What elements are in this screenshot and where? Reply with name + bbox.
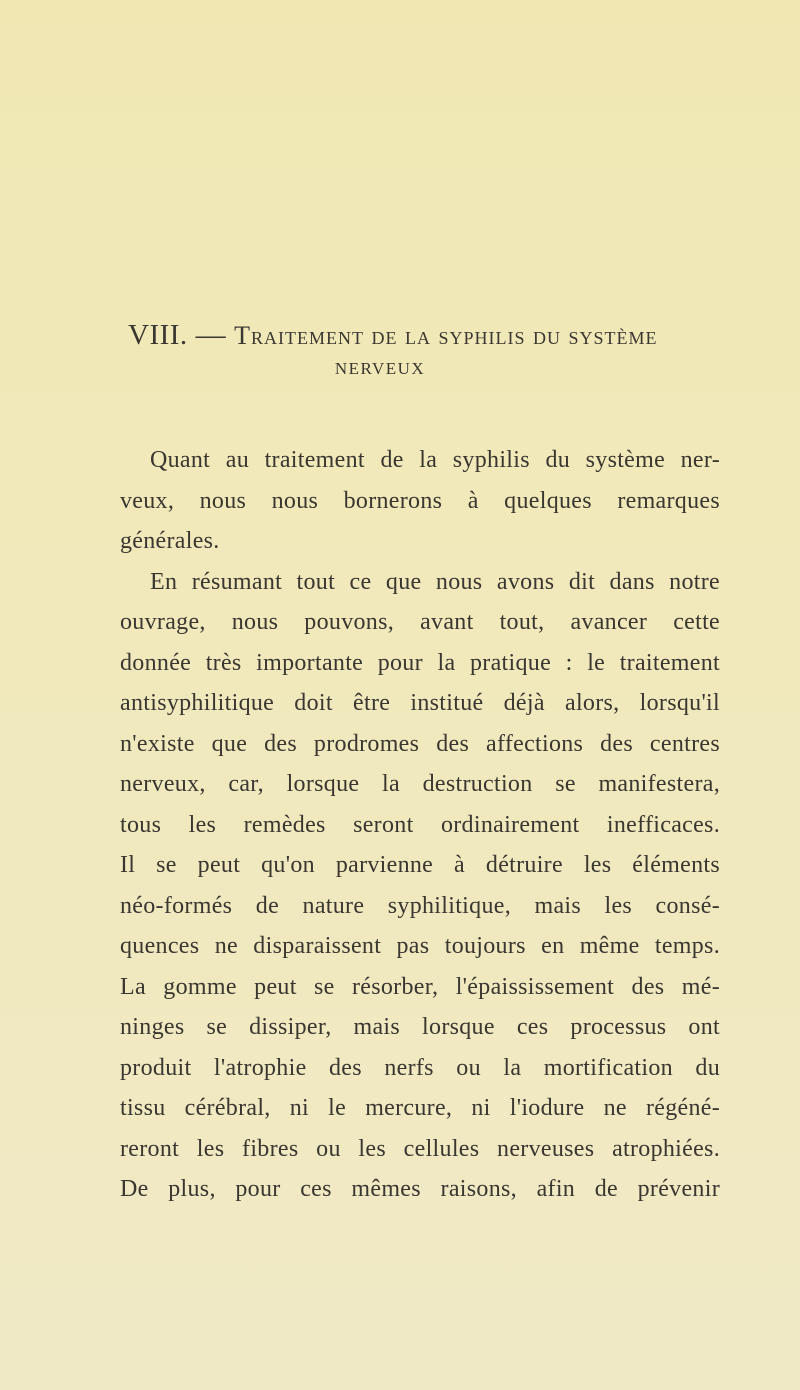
chapter-heading-line	[128, 318, 680, 353]
chapter-number: VIII.	[128, 319, 188, 351]
text-line: n'existe que des prodromes des affections des centres	[120, 730, 720, 757]
text-line: La gomme peut se résorber, l'épaississement des mé-	[120, 973, 720, 1000]
text-line: Il se peut qu'on parvienne à détruire les éléments	[120, 852, 720, 878]
text-line: Quant au traitement de la syphilis du système ner-	[150, 447, 720, 473]
text-line: produit l'atrophie des nerfs ou la mortification du	[120, 1054, 720, 1081]
body-text	[120, 440, 720, 1210]
text-line: ninges se dissiper, mais lorsque ces processus ont	[120, 1014, 720, 1040]
text-line: tissu cérébral, ni le mercure, ni l'iodure ne régéné-	[120, 1095, 720, 1121]
chapter-heading	[120, 318, 680, 383]
text-line: néo-formés de nature syphilitique, mais les consé-	[120, 892, 720, 919]
heading-dash: —	[195, 318, 227, 351]
text-line: nerveux, car, lorsque la destruction se manifestera,	[120, 771, 720, 797]
text-line: De plus, pour ces mêmes raisons, afin de prévenir	[120, 1176, 720, 1202]
text-line: quences ne disparaissent pas toujours en même temps.	[120, 933, 720, 959]
text-line: ouvrage, nous pouvons, avant tout, avancer cette	[120, 609, 720, 635]
text-line: En résumant tout ce que nous avons dit dans notre	[150, 568, 720, 595]
text-line: reront les fibres ou les cellules nerveuses atrophiées.	[120, 1135, 720, 1162]
text-line: générales.	[120, 528, 220, 554]
text-line: tous les remèdes seront ordinairement inefficaces.	[120, 811, 720, 838]
chapter-title: Traitement de la syphilis du système	[234, 321, 658, 350]
text-line: donnée très importante pour la pratique : le traitement	[120, 649, 720, 676]
text-line: antisyphilitique doit être institué déjà alors, lorsqu'il	[120, 690, 720, 716]
chapter-subtitle: NERVEUX	[334, 359, 426, 378]
text-line: veux, nous nous bornerons à quelques remarques	[120, 487, 720, 514]
